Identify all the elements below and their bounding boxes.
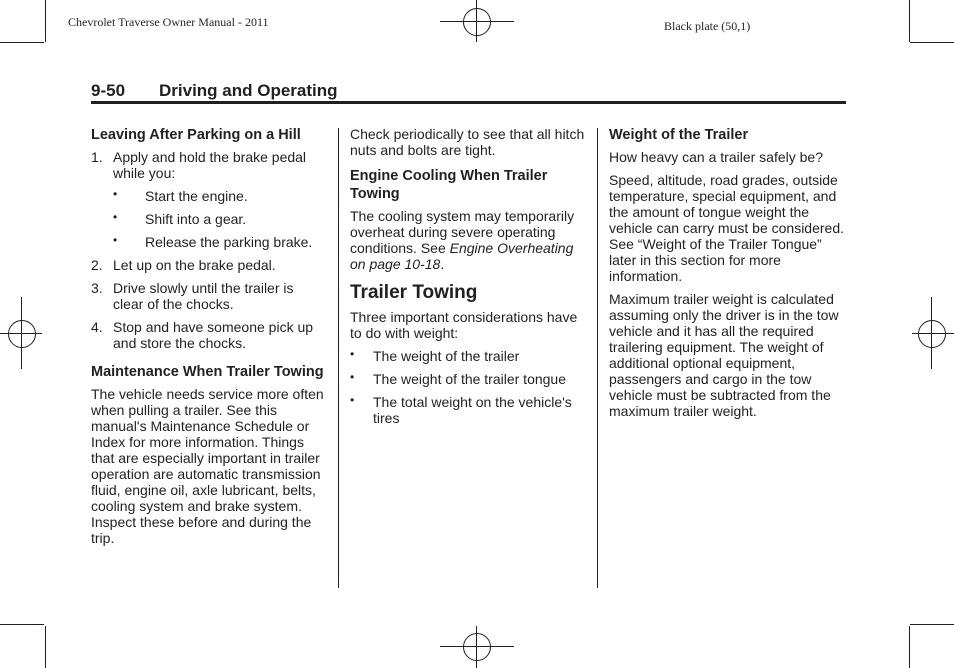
paragraph-speed: Speed, altitude, road grades, outside temperature, special equipment, and the amount of tongue weight the vehicle can carry must be considered. See “Weight of the Trailer Tongue” later in this section for more information. [609, 172, 844, 284]
list-item [91, 280, 327, 312]
item-text: The weight of the trailer [373, 348, 520, 364]
crop-mark [45, 0, 46, 42]
running-header-left: Chevrolet Traverse Owner Manual - 2011 [68, 15, 269, 29]
column-divider [338, 128, 339, 588]
cross-reference-link[interactable]: Engine Overheating on page 10-18 [350, 240, 574, 272]
list-item [350, 371, 586, 387]
registration-mark [918, 320, 946, 348]
item-text: The weight of the trailer tongue [373, 371, 567, 387]
heading-leaving-after-parking: Leaving After Parking on a Hill [91, 127, 301, 143]
running-header-right: Black plate (50,1) [664, 19, 751, 33]
list-item [91, 188, 327, 204]
text: . [440, 256, 445, 272]
item-number: 2. [91, 257, 103, 273]
paragraph-question: How heavy can a trailer safely be? [609, 149, 823, 165]
text: The cooling system may temporarily overheat during severe operating conditions. See [350, 208, 575, 256]
column-1 [91, 126, 327, 546]
bullet-icon: • [113, 233, 118, 247]
crop-mark [909, 626, 910, 668]
column-2 [350, 126, 586, 433]
page-header [91, 81, 338, 101]
list-item [91, 211, 327, 227]
item-text: Stop and have someone pick up and store the chocks. [113, 319, 314, 351]
heading-trailer-towing: Trailer Towing [350, 282, 478, 303]
item-number: 4. [91, 319, 103, 335]
crop-mark [909, 0, 910, 42]
bullet-icon: • [350, 370, 355, 384]
page-number: 9-50 [91, 81, 126, 100]
paragraph-maintenance: The vehicle needs service more often when pulling a trailer. See this manual's Maintenance Schedule or Index for more information. Things that are especially important in trailer operation are automatic transmission fluid, engine oil, axle lubricant, belts, cooling system and brake system. Inspect these before and during the trip. [91, 386, 324, 546]
item-text: Start the engine. [145, 188, 248, 204]
paragraph-intro: Three important considerations have to do with weight: [350, 309, 578, 341]
crop-mark [0, 624, 44, 625]
registration-mark [463, 633, 491, 661]
registration-mark [8, 320, 36, 348]
crop-mark [45, 626, 46, 668]
item-number: 1. [91, 149, 103, 165]
list-item [91, 149, 327, 181]
bullet-icon: • [113, 187, 118, 201]
crop-mark [0, 42, 44, 43]
item-text: Apply and hold the brake pedal while you: [113, 149, 307, 181]
header-rule [91, 101, 846, 104]
list-item [91, 234, 327, 250]
heading-maintenance: Maintenance When Trailer Towing [91, 364, 324, 380]
column-divider [597, 128, 598, 588]
item-text: The total weight on the vehicle's tires [373, 394, 572, 426]
list-item [350, 394, 586, 426]
section-title: Driving and Operating [159, 81, 338, 100]
crop-mark [910, 42, 954, 43]
list-item [91, 257, 327, 273]
bullet-icon: • [350, 393, 355, 407]
column-3 [609, 126, 847, 419]
item-number: 3. [91, 280, 103, 296]
item-text: Shift into a gear. [145, 211, 247, 227]
paragraph-maximum: Maximum trailer weight is calculated assuming only the driver is in the tow vehicle and it has all the required trailering equipment. The weight of additional optional equipment, passengers and cargo in the tow vehicle must be subtracted from the maximum trailer weight. [609, 291, 839, 419]
bullet-icon: • [113, 210, 118, 224]
list-item [91, 319, 327, 351]
bullet-icon: • [350, 347, 355, 361]
paragraph-cooling [350, 208, 586, 272]
item-text: Release the parking brake. [145, 234, 313, 250]
paragraph-check: Check periodically to see that all hitch nuts and bolts are tight. [350, 126, 585, 158]
heading-weight-of-trailer: Weight of the Trailer [609, 127, 749, 143]
crop-mark [910, 624, 954, 625]
item-text: Drive slowly until the trailer is clear of the chocks. [113, 280, 294, 312]
heading-engine-cooling: Engine Cooling When Trailer Towing [350, 168, 548, 202]
item-text: Let up on the brake pedal. [113, 257, 276, 273]
list-item [350, 348, 586, 364]
registration-mark [463, 8, 491, 36]
